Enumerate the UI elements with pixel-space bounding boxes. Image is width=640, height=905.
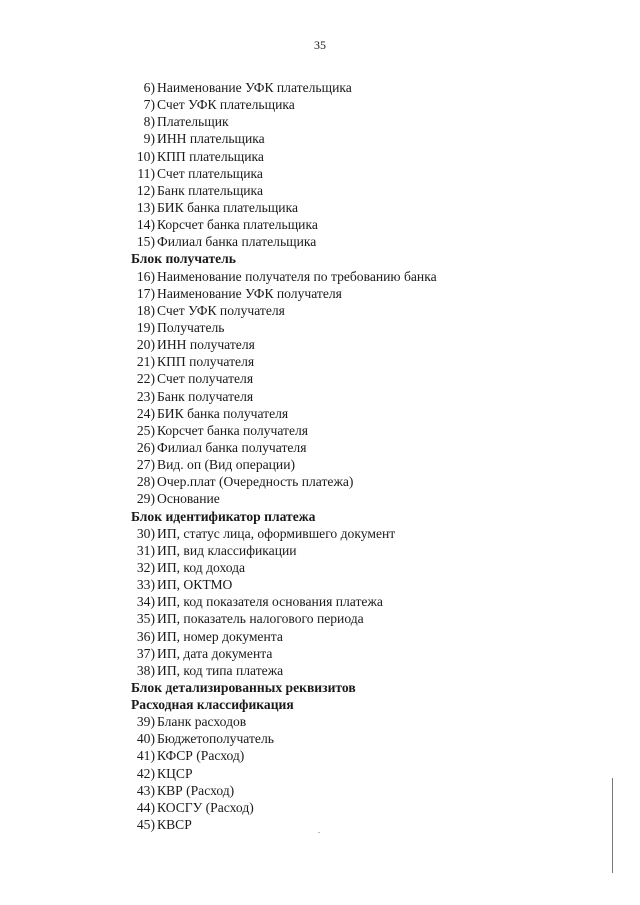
scan-edge-line (612, 778, 613, 873)
list-item (131, 559, 601, 576)
list-item-number: 42) (136, 765, 155, 781)
section-heading: Блок получатель (131, 251, 236, 267)
list-item-text: ИП, код показателя основания платежа (157, 594, 383, 610)
list-item-number: 32) (136, 559, 155, 575)
list-item (131, 165, 601, 182)
list-item-text: КПП получателя (157, 354, 255, 370)
list-item-text: Банк плательщика (157, 182, 263, 198)
list-item-text: Наименование получателя по требованию банка (157, 268, 437, 284)
list-item-text: ИП, номер документа (157, 628, 283, 644)
list-item (131, 96, 601, 113)
list-item (131, 422, 601, 439)
list-item-text: КЦСР (157, 765, 193, 781)
scan-speck (318, 832, 320, 833)
list-item (131, 233, 601, 250)
list-item-number: 21) (136, 354, 155, 370)
list-item-number: 25) (136, 422, 155, 438)
list-item (131, 336, 601, 353)
list-item-number: 44) (136, 799, 155, 815)
list-item-text: КПП плательщика (157, 148, 264, 164)
list-item-number: 22) (136, 371, 155, 387)
list-item-number: 18) (136, 302, 155, 318)
list-item-text: Основание (157, 491, 220, 507)
list-item (131, 747, 601, 764)
section-heading: Блок детализированных реквизитов (131, 679, 356, 695)
list-item-number: 31) (136, 542, 155, 558)
list-item (131, 199, 601, 216)
list-item-text: Корсчет банка получателя (157, 422, 309, 438)
list-item-text: Наименование УФК плательщика (157, 80, 352, 95)
list-item (131, 148, 601, 165)
list-item (131, 113, 601, 130)
list-item-text: Получатель (157, 319, 225, 335)
list-item-text: КВР (Расход) (157, 782, 235, 798)
list-item-text: Бланк расходов (157, 714, 247, 730)
list-item-number: 13) (136, 199, 155, 215)
list-item-number: 34) (136, 594, 155, 610)
list-item-text: Вид. оп (Вид операции) (157, 457, 295, 473)
list-item (131, 405, 601, 422)
list-item-number: 41) (136, 748, 155, 764)
list-item-text: Очер.плат (Очередность платежа) (157, 474, 354, 490)
list-item-text: ИП, вид классификации (157, 542, 297, 558)
list-item-number: 39) (136, 714, 155, 730)
list-item-number: 11) (137, 165, 155, 181)
list-item (131, 816, 601, 833)
list-item-text: Плательщик (157, 114, 229, 130)
list-item-text: Наименование УФК получателя (157, 285, 342, 301)
list-item (131, 628, 601, 645)
list-item-number: 43) (136, 782, 155, 798)
list-item-number: 38) (136, 662, 155, 678)
list-item-number: 19) (136, 319, 155, 335)
list-item (131, 542, 601, 559)
list-item-text: Счет УФК плательщика (157, 97, 295, 113)
list-item-text: Счет плательщика (157, 165, 263, 181)
list-item-text: ИП, дата документа (157, 645, 273, 661)
list-item-text: Филиал банка получателя (157, 439, 307, 455)
list-item-text: ИНН плательщика (157, 131, 265, 147)
list-item (131, 216, 601, 233)
list-item-number: 45) (136, 817, 155, 833)
list-item-text: КВСР (157, 817, 192, 833)
list-item (131, 525, 601, 542)
list-item-text: КФСР (Расход) (157, 748, 245, 764)
list-item-text: БИК банка получателя (157, 405, 289, 421)
list-item-text: Счет УФК получателя (157, 302, 285, 318)
list-item-text: КОСГУ (Расход) (157, 799, 254, 815)
list-item-number: 10) (136, 148, 155, 164)
list-item (131, 456, 601, 473)
list-item-number: 26) (136, 439, 155, 455)
list-item (131, 610, 601, 627)
list-item-text: ИП, показатель налогового периода (157, 611, 364, 627)
list-item-number: 17) (136, 285, 155, 301)
list-item-number: 20) (136, 337, 155, 353)
list-item-number: 23) (136, 388, 155, 404)
page-number: 35 (314, 38, 326, 52)
list-item (131, 439, 601, 456)
list-item-text: ИП, код типа платежа (157, 662, 284, 678)
list-item (131, 473, 601, 490)
list-item (131, 713, 601, 730)
list-item (131, 285, 601, 302)
list-item-number: 35) (136, 611, 155, 627)
list-item-number: 9) (143, 131, 155, 147)
list-item (131, 353, 601, 370)
list-item-text: Корсчет банка плательщика (157, 217, 318, 233)
list-item-text: ИНН получателя (157, 337, 255, 353)
list-item-number: 16) (136, 268, 155, 284)
list-item (131, 593, 601, 610)
list-item (131, 799, 601, 816)
list-item-number: 33) (136, 577, 155, 593)
list-item (131, 490, 601, 507)
document-list (131, 79, 601, 833)
list-item-text: Банк получателя (157, 388, 254, 404)
list-item-number: 28) (136, 474, 155, 490)
list-item-number: 14) (136, 217, 155, 233)
list-item-number: 37) (136, 645, 155, 661)
list-item-number: 7) (143, 97, 155, 113)
list-item (131, 130, 601, 147)
list-item-number: 36) (136, 628, 155, 644)
list-item (131, 319, 601, 336)
list-item-number: 15) (136, 234, 155, 250)
list-item-number: 6) (143, 80, 155, 95)
list-item-number: 8) (143, 114, 155, 130)
list-item-number: 27) (136, 457, 155, 473)
list-item-text: ИП, ОКТМО (157, 577, 233, 593)
list-item (131, 182, 601, 199)
list-item-text: ИП, код дохода (157, 559, 246, 575)
list-item (131, 268, 601, 285)
list-item (131, 730, 601, 747)
list-item-number: 12) (136, 182, 155, 198)
list-item-text: Филиал банка плательщика (157, 234, 317, 250)
section-heading: Блок идентификатор платежа (131, 508, 316, 524)
list-item-number: 40) (136, 731, 155, 747)
list-item-number: 29) (136, 491, 155, 507)
list-item (131, 302, 601, 319)
list-item (131, 370, 601, 387)
list-item-text: Счет получателя (157, 371, 254, 387)
list-item-number: 30) (136, 525, 155, 541)
list-item-text: БИК банка плательщика (157, 199, 299, 215)
list-item-text: Бюджетополучатель (157, 731, 274, 747)
list-item (131, 782, 601, 799)
list-item (131, 388, 601, 405)
section-heading: Расходная классификация (131, 697, 294, 713)
list-item (131, 645, 601, 662)
list-item (131, 662, 601, 679)
list-item (131, 79, 601, 96)
list-item (131, 765, 601, 782)
list-item (131, 576, 601, 593)
list-item-number: 24) (136, 405, 155, 421)
list-item-text: ИП, статус лица, оформившего документ (157, 525, 396, 541)
